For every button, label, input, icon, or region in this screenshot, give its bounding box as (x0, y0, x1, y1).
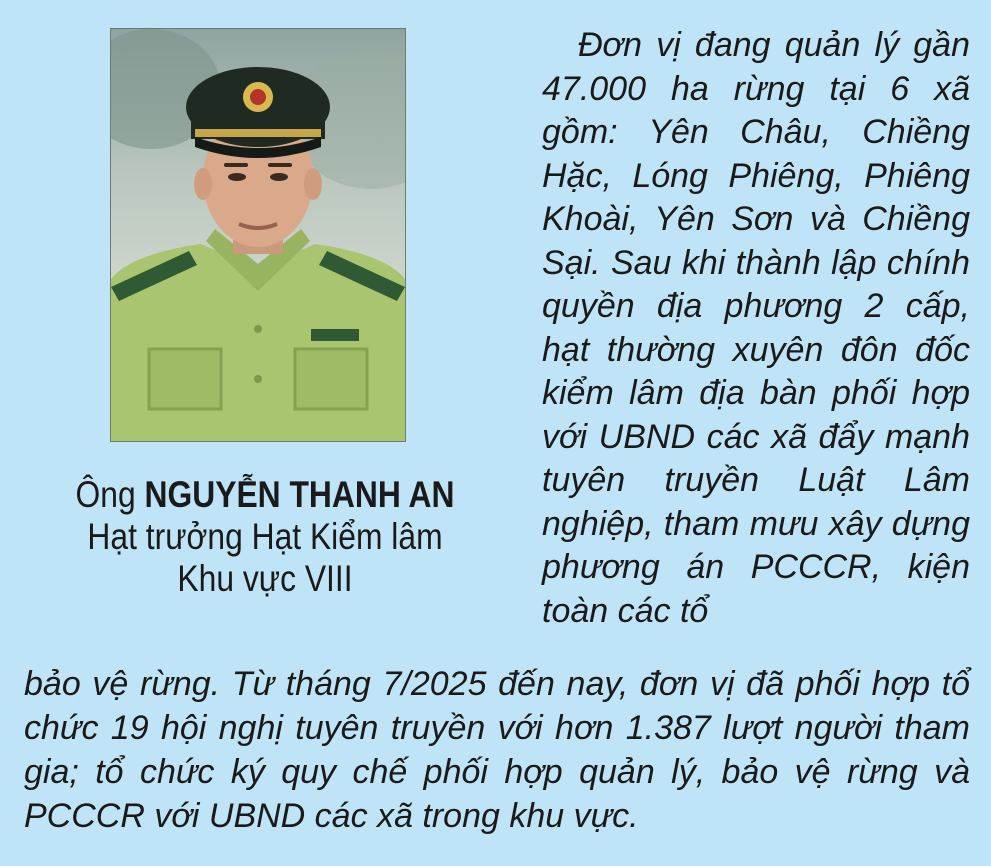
caption-name-line (54, 474, 475, 516)
article-column-text: Đơn vị đang quản lý gần 47.000 ha rừng tại 6 xã gồm: Yên Châu, Chiềng Hặc, Lóng Phiêng, Phiêng Khoài, Yên Sơn và Chiềng Sại. Sau khi thành lập chính quyền địa phương 2 cấp, hạt thường xuyên đôn đốc kiểm lâm địa bàn phối hợp với UBND các xã đẩy mạnh tuyên truyền Luật Lâm nghiệp, tham mưu xây dựng phương án PCCCR, kiện toàn các tổ (542, 26, 970, 630)
portrait-photo (110, 28, 406, 442)
caption-title-line: Hạt trưởng Hạt Kiểm lâm (87, 516, 443, 557)
caption-unit-line: Khu vực VIII (177, 558, 353, 599)
portrait-illustration (111, 29, 405, 441)
caption-prefix: Ông (75, 474, 136, 515)
photo-caption (54, 474, 475, 600)
article-full-width-text: bảo vệ rừng. Từ tháng 7/2025 đến nay, đơn vị đã phối hợp tổ chức 19 hội nghị tuyên truyền với hơn 1.387 lượt người tham gia; tổ chức ký quy chế phối hợp quản lý, bảo vệ rừng và PCCCR với UBND các xã trong khu vực. (24, 665, 970, 835)
person-name: NGUYỄN THANH AN (144, 474, 455, 515)
